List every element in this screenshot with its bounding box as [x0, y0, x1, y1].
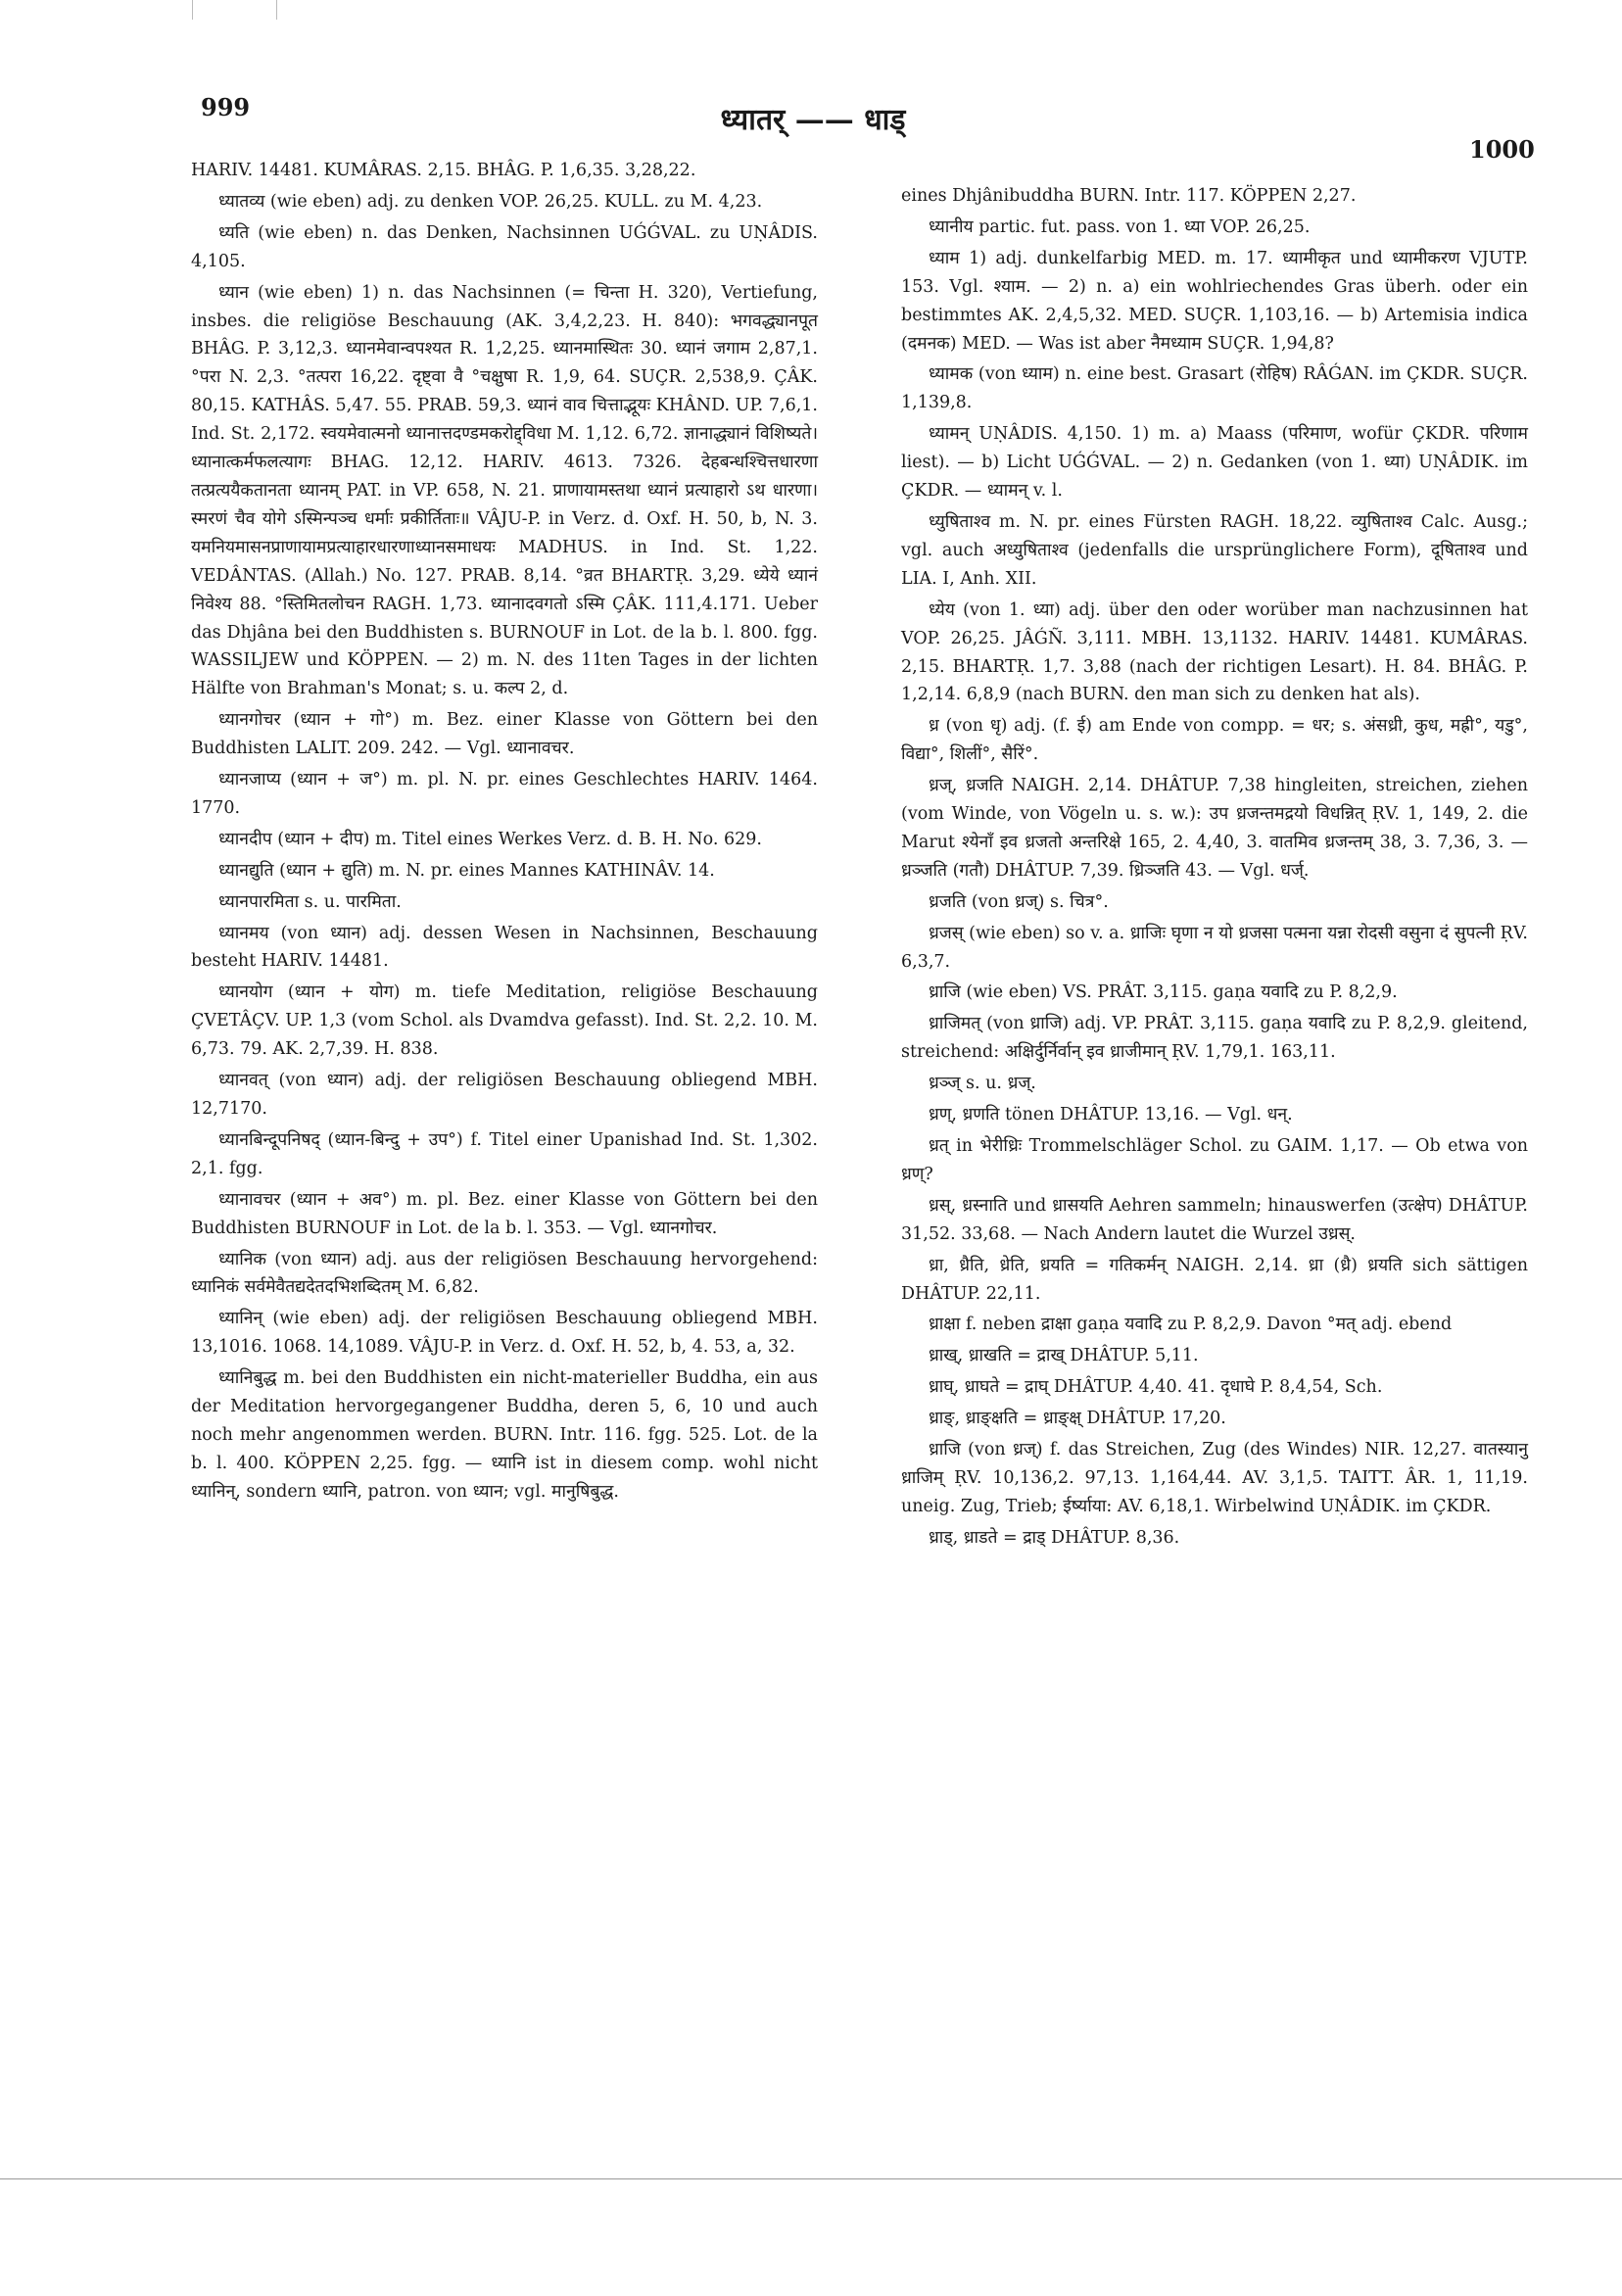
dictionary-entry: ध्यानिक (von ध्यान) adj. aus der religiösen Beschauung hervorgehend: ध्यानिकं सर्वमेवैतद्यदेतदभिशब्दितम् M. 6,82. — [191, 1249, 818, 1298]
scan-mark — [192, 0, 193, 20]
dictionary-entry: ध्यानजाप्य (ध्यान + ज°) m. pl. N. pr. eines Geschlechtes HARIV. 1464. 1770. — [191, 770, 818, 818]
dictionary-entry: ध्युषिताश्व m. N. pr. eines Fürsten RAGH. 18,22. व्युषिताश्व Calc. Ausg.; vgl. auch अध्युषिताश्व (jedenfalls die ursprünglichere Form), दूषिताश्व und LIA. I, Anh. XII. — [901, 511, 1528, 589]
dictionary-entry: ध्र (von धृ) adj. (f. ई) am Ende von compp. = धर; s. अंसध्री, कुध, मह्री°, यडु°, विद्या°, शिलीं°, सैरिं°. — [901, 716, 1528, 765]
dictionary-entry: ध्यानिन् (wie eben) adj. der religiösen Beschauung obliegend MBH. 13,1016. 1068. 14,1089. VÂJU-P. in Verz. d. Oxf. H. 52, b, 4. 53, a, 32. — [191, 1309, 818, 1358]
dictionary-entry: ध्यान (wie eben) 1) n. das Nachsinnen (= चिन्ता H. 320), Vertiefung, insbes. die religiöse Beschauung (AK. 3,4,2,23. H. 840): भगवद्ध्यानपूत BHÂG. P. 3,12,3. ध्यानमेवान्वपश्यत R. 1,2,25. ध्यानमास्थितः 30. ध्यानं जगाम 2,87,1. °परा N. 2,3. °तत्परा 16,22. दृष्ट्वा वै °चक्षुषा R. 1,9, 64. SUÇR. 2,538,9. ÇÂK. 80,15. KATHÂS. 5,47. 55. PRAB. 59,3. ध्यानं वाव चित्ताद्भूयः KHÂND. UP. 7,6,1. Ind. St. 2,172. स्वयमेवात्मनो ध्यानात्तदण्डमकरोद्द्विधा M. 1,12. 6,72. ज्ञानाद्ध्यानं विशिष्यते। ध्यानात्कर्मफलत्यागः BHAG. 12,12. HARIV. 4613. 7326. देहबन्धश्चित्तधारणा तत्प्रत्ययैकतानता ध्यानम् PAT. in VP. 658, N. 21. प्राणायामस्तथा ध्यानं प्रत्याहारो ऽथ धारणा। स्मरणं चैव योगे ऽस्मिन्पञ्च धर्माः प्रकीर्तिताः॥ VÂJU-P. in Verz. d. Oxf. H. 50, b, N. 3. यमनियमासनप्राणायामप्रत्याहारधारणाध्यानसमाधयः MADHUS. in Ind. St. 1,22. VEDÂNTAS. (Allah.) No. 127. PRAB. 8,14. °व्रत BHARTṚ. 3,29. ध्येये ध्यानं निवेश्य 88. °स्तिमितलोचन RAGH. 1,73. ध्यानादवगतो ऽस्मि ÇÂK. 111,4.171. Ueber das Dhjâna bei den Buddhisten s. BURNOUF in Lot. de la b. l. 800. fgg. WASSILJEW und KÖPPEN. — 2) m. N. des 11ten Tages in der lichten Hälfte von Brahman's Monat; s. u. कल्प 2, d. — [191, 282, 818, 699]
dictionary-entry: ध्राख्, ध्राखति = द्राख् DHÂTUP. 5,11. — [929, 1346, 1199, 1366]
dictionary-entry: ध्यातव्य (wie eben) adj. zu denken VOP. 26,25. KULL. zu M. 4,23. — [218, 191, 763, 212]
dictionary-entry: HARIV. 14481. KUMÂRAS. 2,15. BHÂG. P. 1,6,35. 3,28,22. — [191, 161, 696, 180]
dictionary-entry: ध्राघ्, ध्राघते = द्राघ् DHÂTUP. 4,40. 41. दृधाघे P. 8,4,54, Sch. — [929, 1377, 1383, 1398]
bottom-rule — [0, 2178, 1622, 2179]
dictionary-entry: ध्यानिबुद्ध m. bei den Buddhisten ein nicht-materieller Buddha, ein aus der Meditation hervorgegangener Buddha, deren 5, 6, 10 und auch noch mehr angenommen werden. BURN. Intr. 116. fgg. 525. Lot. de la b. l. 400. KÖPPEN 2,25. fgg. — ध्यानि ist in diesem comp. wohl nicht ध्यानिन्, sondern ध्यानि, patron. von ध्यान; vgl. मानुषिबुद्ध. — [191, 1368, 818, 1502]
page-number-right: 1000 — [1469, 135, 1535, 164]
dictionary-entry: ध्यानावचर (ध्यान + अव°) m. pl. Bez. einer Klasse von Göttern bei den Buddhisten BURNOUF in Lot. de la b. l. 353. — Vgl. ध्यानगोचर. — [191, 1189, 818, 1238]
dictionary-entry: ध्यानद्युति (ध्यान + द्युति) m. N. pr. eines Mannes KATHINÂV. 14. — [218, 860, 715, 881]
dictionary-entry: ध्रस्, ध्रस्नाति und ध्रासयति Aehren sammeln; hinauswerfen (उत्क्षेप) DHÂTUP. 31,52. 33,68. — Nach Andern lautet die Wurzel उध्रस्. — [901, 1195, 1528, 1244]
dictionary-entry: ध्रत् in भेरीध्रिः Trommelschläger Schol. zu GAIM. 1,17. — Ob etwa von ध्रण्? — [901, 1136, 1528, 1184]
dictionary-entry: ध्याम 1) adj. dunkelfarbig MED. m. 17. ध्यामीकृत und ध्यामीकरण VJUTP. 153. Vgl. श्याम. — 2) n. a) ein wohlriechendes Gras überh. oder ein bestimmtes AK. 2,4,5,32. MED. SUÇR. 1,103,16. — b) Artemisia indica (दमनक) MED. — Was ist aber नैमध्याम SUÇR. 1,94,8? — [901, 248, 1528, 354]
scan-mark — [276, 0, 277, 20]
dictionary-entry: ध्यानमय (von ध्यान) adj. dessen Wesen in Nachsinnen, Beschauung besteht HARIV. 14481. — [191, 923, 818, 972]
dictionary-entry: ध्रजस् (wie eben) so v. a. ध्राजिः घृणा न यो ध्रजसा पत्मना यन्ना रोदसी वसुना दं सुपत्नी ṚV. 6,3,7. — [901, 923, 1528, 972]
dictionary-entry: ध्रण्, ध्रणति tönen DHÂTUP. 13,16. — Vgl. धन्. — [929, 1105, 1293, 1125]
dictionary-entry: eines Dhjânibuddha BURN. Intr. 117. KÖPPEN 2,27. — [901, 186, 1357, 206]
page-number-left: 999 — [201, 93, 251, 121]
right-column — [901, 182, 1528, 1555]
left-column — [191, 157, 818, 1509]
dictionary-entry: ध्राजि (wie eben) VS. PRÂT. 3,115. gaṇa यवादि zu P. 8,2,9. — [929, 982, 1398, 1003]
dictionary-entry: ध्रञ्ज् s. u. ध्रज्. — [929, 1074, 1036, 1094]
dictionary-entry: ध्राङ्, ध्राङ्क्षति = ध्राङ्क्ष् DHÂTUP. 17,20. — [929, 1409, 1226, 1429]
dictionary-entry: ध्यानयोग (ध्यान + योग) m. tiefe Meditation, religiöse Beschauung ÇVETÂÇV. UP. 1,3 (vom Schol. als Dvamdva gefasst). Ind. St. 2,2. 10. M. 6,73. 79. AK. 2,7,39. H. 838. — [191, 982, 818, 1060]
dictionary-entry: ध्रा, ध्रैति, ध्रेति, ध्रयति = गतिकर्मन् NAIGH. 2,14. ध्रा (ध्रै) ध्रयति sich sättigen DHÂTUP. 22,11. — [901, 1255, 1528, 1304]
dictionary-entry: ध्यति (wie eben) n. das Denken, Nachsinnen UǴǴVAL. zu UṆÂDIS. 4,105. — [191, 222, 818, 271]
dictionary-entry: ध्राड्, ध्राडते = द्राड् DHÂTUP. 8,36. — [929, 1527, 1180, 1548]
dictionary-entry: ध्राजिमत् (von ध्राजि) adj. VP. PRÂT. 3,115. gaṇa यवादि zu P. 8,2,9. gleitend, streichend: अक्षिर्दुर्निर्वान् इव ध्राजीमान् ṚV. 1,79,1. 163,11. — [901, 1014, 1528, 1063]
dictionary-entry: ध्रज्, ध्रजति NAIGH. 2,14. DHÂTUP. 7,38 hingleiten, streichen, ziehen (vom Winde, von Vögeln u. s. w.): उप ध्रजन्तमद्रयो विधन्नित् ṚV. 1, 149, 2. die Marut श्येनाँ इव ध्रजतो अन्तरिक्षे 165, 2. 4,40, 3. वातमिव ध्रजन्तम् 38, 3. 7,36, 3. — ध्रञ्जति (गतौ) DHÂTUP. 7,39. ध्रिञ्जति 43. — Vgl. धर्ज्. — [901, 776, 1528, 881]
dictionary-entry: ध्यानपारमिता s. u. पारमिता. — [218, 891, 402, 912]
dictionary-entry: ध्येय (von 1. ध्या) adj. über den oder worüber man nachzusinnen hat VOP. 26,25. JÂǴÑ. 3,111. MBH. 13,1132. HARIV. 14481. KUMÂRAS. 2,15. BHARTṚ. 1,7. 3,88 (nach der richtigen Lesart). H. 84. BHÂG. P. 1,2,14. 6,8,9 (nach BURN. den man sich zu denken hat als). — [901, 599, 1528, 705]
dictionary-entry: ध्यामन् UṆÂDIS. 4,150. 1) m. a) Maass (परिमाण, wofür ÇKDR. परिणाम liest). — b) Licht UǴǴVAL. — 2) n. Gedanken (von 1. ध्या) UṆÂDIK. im ÇKDR. — ध्यामन् v. l. — [901, 424, 1528, 502]
dictionary-entry: ध्यानीय partic. fut. pass. von 1. ध्या VOP. 26,25. — [929, 216, 1311, 237]
dictionary-entry: ध्रजति (von ध्रज्) s. चित्र°. — [929, 891, 1109, 912]
dictionary-entry: ध्राक्षा f. neben द्राक्षा gaṇa यवादि zu P. 8,2,9. Davon °मत् adj. ebend — [929, 1315, 1453, 1335]
dictionary-entry: ध्यामक (von ध्याम) n. eine best. Grasart (रोहिष) RÂǴAN. im ÇKDR. SUÇR. 1,139,8. — [901, 364, 1528, 413]
dictionary-entry: ध्यानगोचर (ध्यान + गो°) m. Bez. einer Klasse von Göttern bei den Buddhisten LALIT. 209. 242. — Vgl. ध्यानावचर. — [191, 710, 818, 759]
dictionary-entry: ध्यानवत् (von ध्यान) adj. der religiösen Beschauung obliegend MBH. 12,7170. — [191, 1071, 818, 1119]
running-head: ध्यातर् —— धाड् — [720, 103, 906, 137]
dictionary-entry: ध्राजि (von ध्रज्) f. das Streichen, Zug (des Windes) NIR. 12,27. वातस्यानु ध्राजिम् ṚV. 10,136,2. 97,13. 1,164,44. AV. 3,1,5. TAITT. ÂR. 1, 11,19. uneig. Zug, Trieb; ईर्ष्याया: AV. 6,18,1. Wirbelwind UṆÂDIK. im ÇKDR. — [901, 1440, 1528, 1516]
dictionary-entry: ध्यानबिन्दूपनिषद् (ध्यान-बिन्दु + उप°) f. Titel einer Upanishad Ind. St. 1,302. 2,1. fgg. — [191, 1129, 818, 1178]
dictionary-entry: ध्यानदीप (ध्यान + दीप) m. Titel eines Werkes Verz. d. B. H. No. 629. — [218, 829, 762, 849]
